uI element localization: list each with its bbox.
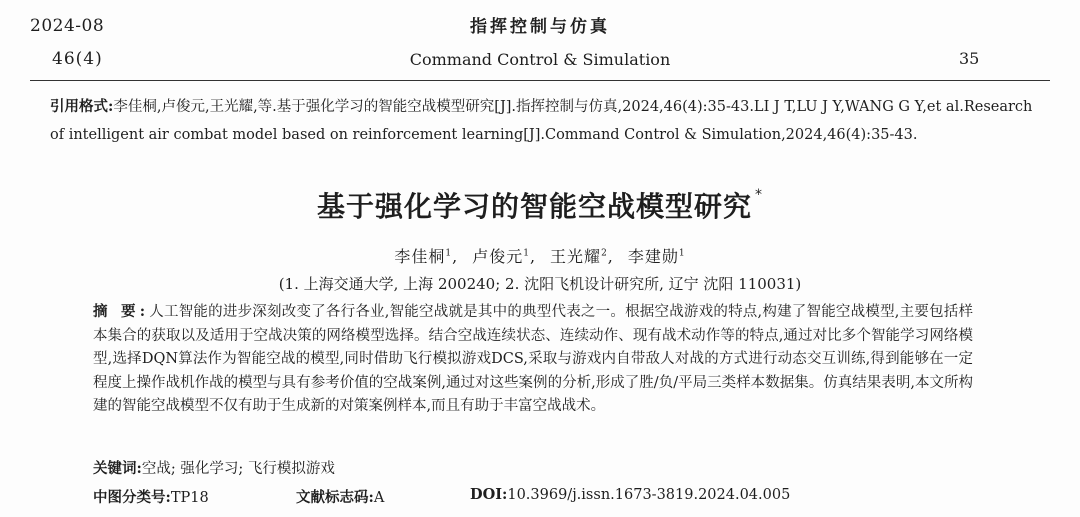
article-title-text: 基于强化学习的智能空战模型研究 <box>316 190 752 223</box>
keywords <box>93 457 335 478</box>
header-rule <box>30 80 1050 81</box>
doi-label: DOI: <box>470 486 508 503</box>
doi <box>470 486 790 503</box>
author-affiliation-mark: 1 <box>445 248 453 259</box>
classification-label: 中图分类号: <box>93 489 171 506</box>
doi-value: 10.3969/j.issn.1673-3819.2024.04.005 <box>507 487 791 503</box>
keywords-text: 空战; 强化学习; 飞行模拟游戏 <box>141 461 335 477</box>
author-list: 李佳桐$^1$, 卢俊元$^1$, 王光耀$^2$, 李建勋$^1$ <box>394 247 686 266</box>
keywords-label: 关键词: <box>93 460 142 477</box>
author-name: 李佳桐 <box>394 247 446 266</box>
author-affiliation-mark: 2 <box>601 248 608 259</box>
page-number: 35 <box>959 49 980 68</box>
author-affiliation-mark: 1 <box>678 248 686 259</box>
abstract <box>93 300 973 419</box>
title-footnote-mark: * <box>755 187 763 203</box>
classification-number <box>93 486 209 507</box>
journal-title-en: Command Control & Simulation <box>409 50 671 69</box>
author-name: 卢俊元 <box>472 247 524 266</box>
abstract-label: 摘 要: <box>93 303 150 320</box>
author-name: 李建勋 <box>627 247 679 266</box>
affiliations: (1. 上海交通大学, 上海 200240; 2. 沈阳飞机设计研究所, 辽宁 沈阳 110031) <box>278 275 802 293</box>
citation-label: 引用格式: <box>50 98 114 115</box>
author-name: 王光耀 <box>550 247 602 266</box>
article-title <box>0 185 1080 225</box>
issue-date: 2024-08 <box>30 16 105 36</box>
journal-title-cn: 指挥控制与仿真 <box>470 17 610 37</box>
document-code <box>296 486 384 507</box>
document-code-value: A <box>373 490 385 506</box>
abstract-text: 人工智能的进步深刻改变了各行各业,智能空战就是其中的典型代表之一。根据空战游戏的特点,构建了智能空战模型,主要包括样本集合的获取以及适用于空战决策的网络模型选择。结合空战连续状态、连续动作、现有战术动作等的特点,通过对比多个智能学习网络模型,选择DQN算法作为智能空战的模型,同时借助飞行模拟游戏DCS,采取与游戏内自带敌人对战的方式进行动态交互训练,得到能够在一定程度上操作战机作战的模型与具有参考价值的空战案例,通过对这些案例的分析,形成了胜/负/平局三类样本数据集。仿真结果表明,本文所构建的智能空战模型不仅有助于生成新的对策案例样本,而且有助于丰富空战战术。 <box>93 304 973 414</box>
author-affiliation-mark: 1 <box>523 248 530 259</box>
citation-block <box>50 93 1050 149</box>
citation-text: 李佳桐,卢俊元,王光耀,等.基于强化学习的智能空战模型研究[J].指挥控制与仿真,2024,46(4):35-43.LI J T,LU J Y,WANG G Y,et al.Research of intelligent air combat model based on reinforcement learning[J].Command Control & Simulation,2024,46(4):35-43. <box>50 99 1033 143</box>
volume-issue: 46(4) <box>52 49 103 69</box>
document-code-label: 文献标志码: <box>296 489 374 506</box>
classification-value: TP18 <box>170 490 209 506</box>
